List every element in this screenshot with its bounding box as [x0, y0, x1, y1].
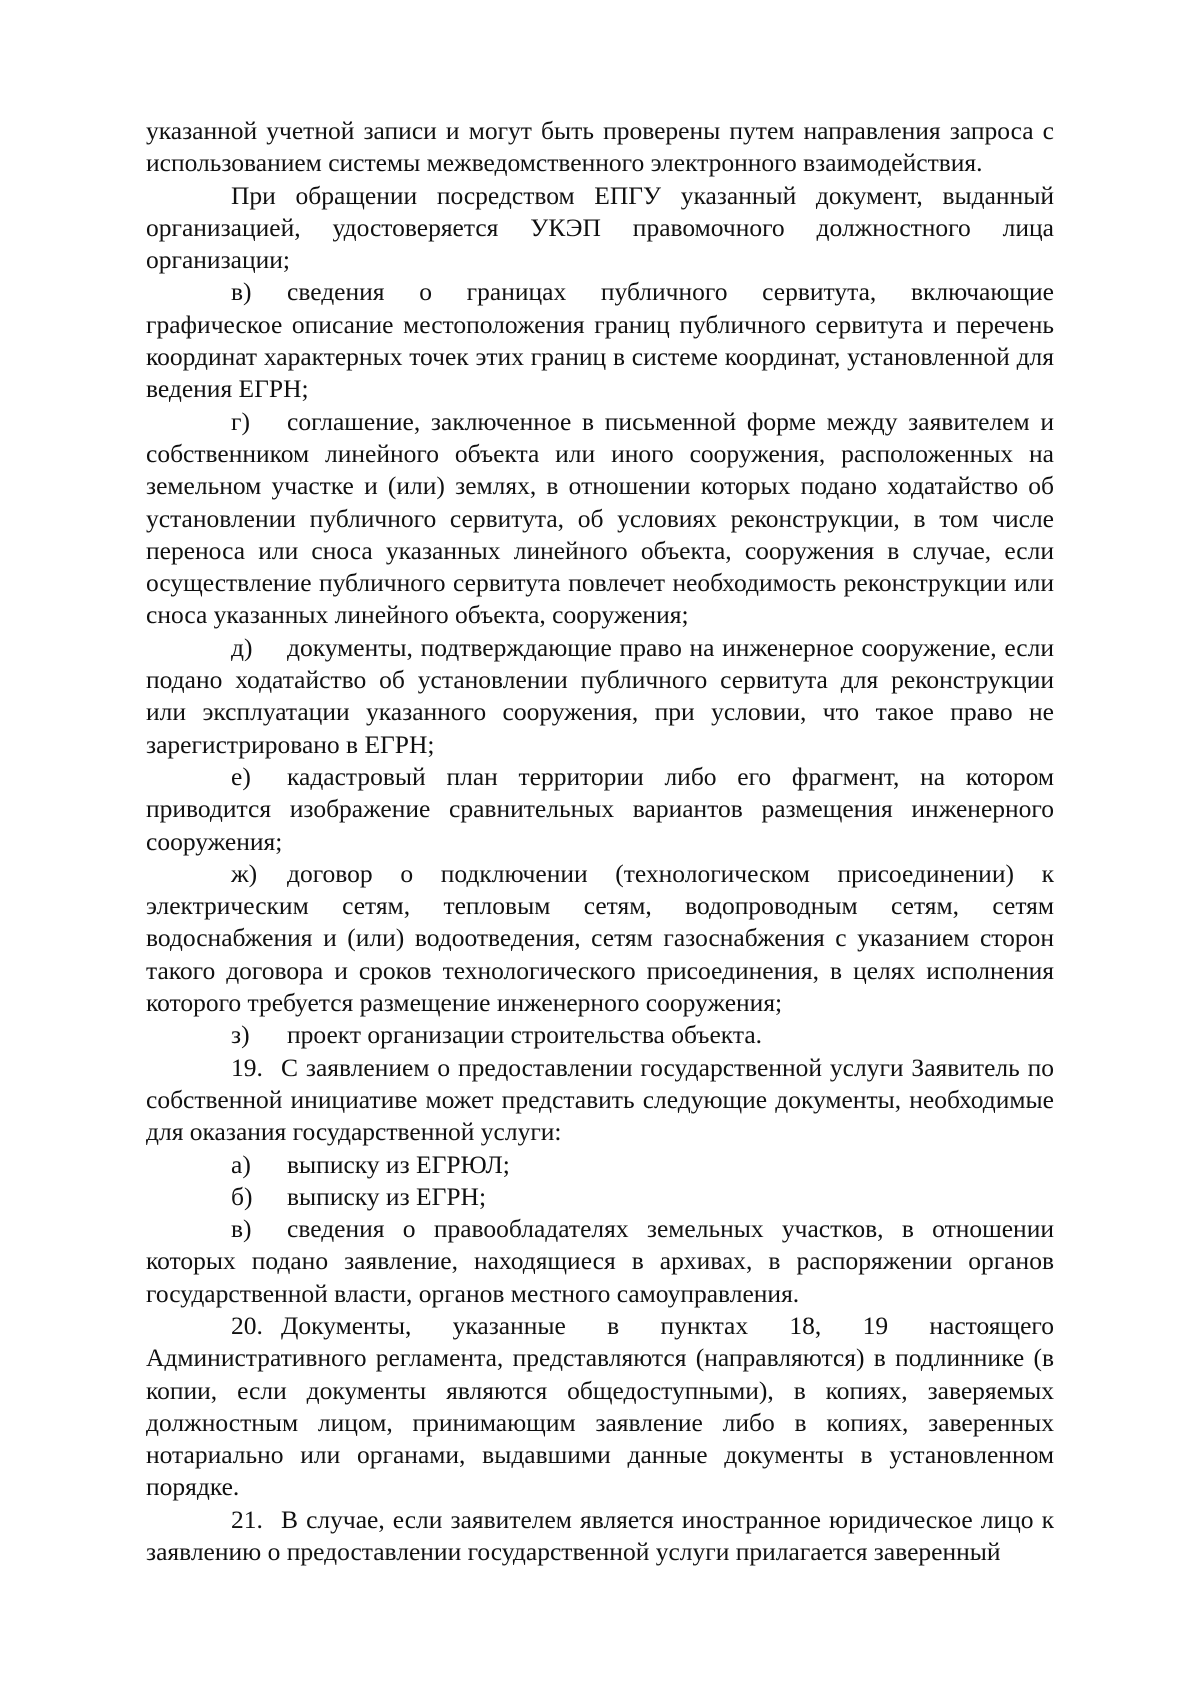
paragraph-continuation [146, 115, 1054, 180]
paragraph-text: В случае, если заявителем является иностранное юридическое лицо к заявлению о предоставлении государственной услуги прилагается заверенный [146, 1504, 1054, 1567]
paragraph-text: соглашение, заключенное в письменной форме между заявителем и собственником линейного объекта или иного сооружения, расположенных на земельном участке и (или) землях, в отношении которых подано ходатайство об установлении публичного сервитута, об условиях реконструкции, в том числе переноса или сноса указанных линейного объекта, сооружения в случае, если осуществление публичного сервитута повлечет необходимость реконструкции или сноса указанных линейного объекта, сооружения; [146, 406, 1054, 630]
list-marker: б) [231, 1181, 253, 1211]
paragraph-text: При обращении посредством ЕПГУ указанный документ, выданный организацией, удостоверяется УКЭП правомочного должностного лица организации; [146, 180, 1054, 275]
list-item-b [146, 1181, 1054, 1213]
paragraph-text: сведения о границах публичного сервитута, включающие графическое описание местоположения границ публичного сервитута и перечень координат характерных точек этих границ в системе координат, установленной для ведения ЕГРН; [146, 277, 1054, 404]
paragraph-text: проект организации строительства объекта. [287, 1020, 763, 1050]
paragraph-text: Документы, указанные в пунктах 18, 19 настоящего Административного регламента, представляются (направляются) в подлиннике (в копии, если документы являются общедоступными), в копиях, заверяемых должностным лицом, принимающим заявление либо в копиях, заверенных нотариально или органами, выдавшими данные документы в установленном порядке. [146, 1310, 1054, 1502]
paragraph-text: документы, подтверждающие право на инженерное сооружение, если подано ходатайство об установлении публичного сервитута для реконструкции или эксплуатации указанного сооружения, при условии, что такое право не зарегистрировано в ЕГРН; [146, 632, 1054, 759]
section-number: 19. [231, 1052, 263, 1082]
list-marker: з) [231, 1020, 250, 1050]
paragraph-text: указанной учетной записи и могут быть проверены путем направления запроса с использованием системы межведомственного электронного взаимодействия. [146, 116, 1054, 178]
document-body [146, 115, 1054, 1568]
list-marker: а) [231, 1149, 251, 1179]
paragraph-text: выписку из ЕГРН; [287, 1181, 487, 1211]
list-item-a [146, 1149, 1054, 1181]
list-item-v2 [146, 1213, 1054, 1310]
list-marker: в) [231, 1214, 252, 1244]
list-item-zh [146, 858, 1054, 1019]
section-21 [146, 1504, 1054, 1569]
list-item-v [146, 276, 1054, 405]
section-20 [146, 1310, 1054, 1504]
list-marker: д) [231, 632, 253, 662]
paragraph-text: С заявлением о предоставлении государственной услуги Заявитель по собственной инициативе может представить следующие документы, необходимые для оказания государственной услуги: [146, 1052, 1054, 1147]
list-item-d [146, 632, 1054, 761]
paragraph-text: сведения о правообладателях земельных участков, в отношении которых подано заявление, находящиеся в архивах, в распоряжении органов государственной власти, органов местного самоуправления. [146, 1214, 1054, 1308]
section-19 [146, 1052, 1054, 1149]
list-marker: ж) [231, 858, 258, 888]
list-marker: г) [231, 406, 250, 436]
list-marker: е) [231, 761, 251, 791]
list-item-z [146, 1019, 1054, 1051]
paragraph-epgu [146, 180, 1054, 277]
paragraph-text: договор о подключении (технологическом присоединении) к электрическим сетям, тепловым сетям, водопроводным сетям, сетям водоснабжения и (или) водоотведения, сетям газоснабжения с указанием сторон такого договора и сроков технологического присоединения, в целях исполнения которого требуется размещение инженерного сооружения; [146, 858, 1054, 1018]
section-number: 20. [231, 1310, 263, 1340]
paragraph-text: выписку из ЕГРЮЛ; [287, 1149, 510, 1179]
list-marker: в) [231, 277, 252, 307]
list-item-e [146, 761, 1054, 858]
paragraph-text: кадастровый план территории либо его фрагмент, на котором приводится изображение сравнительных вариантов размещения инженерного сооружения; [146, 761, 1054, 856]
section-number: 21. [231, 1504, 263, 1534]
list-item-g [146, 406, 1054, 632]
